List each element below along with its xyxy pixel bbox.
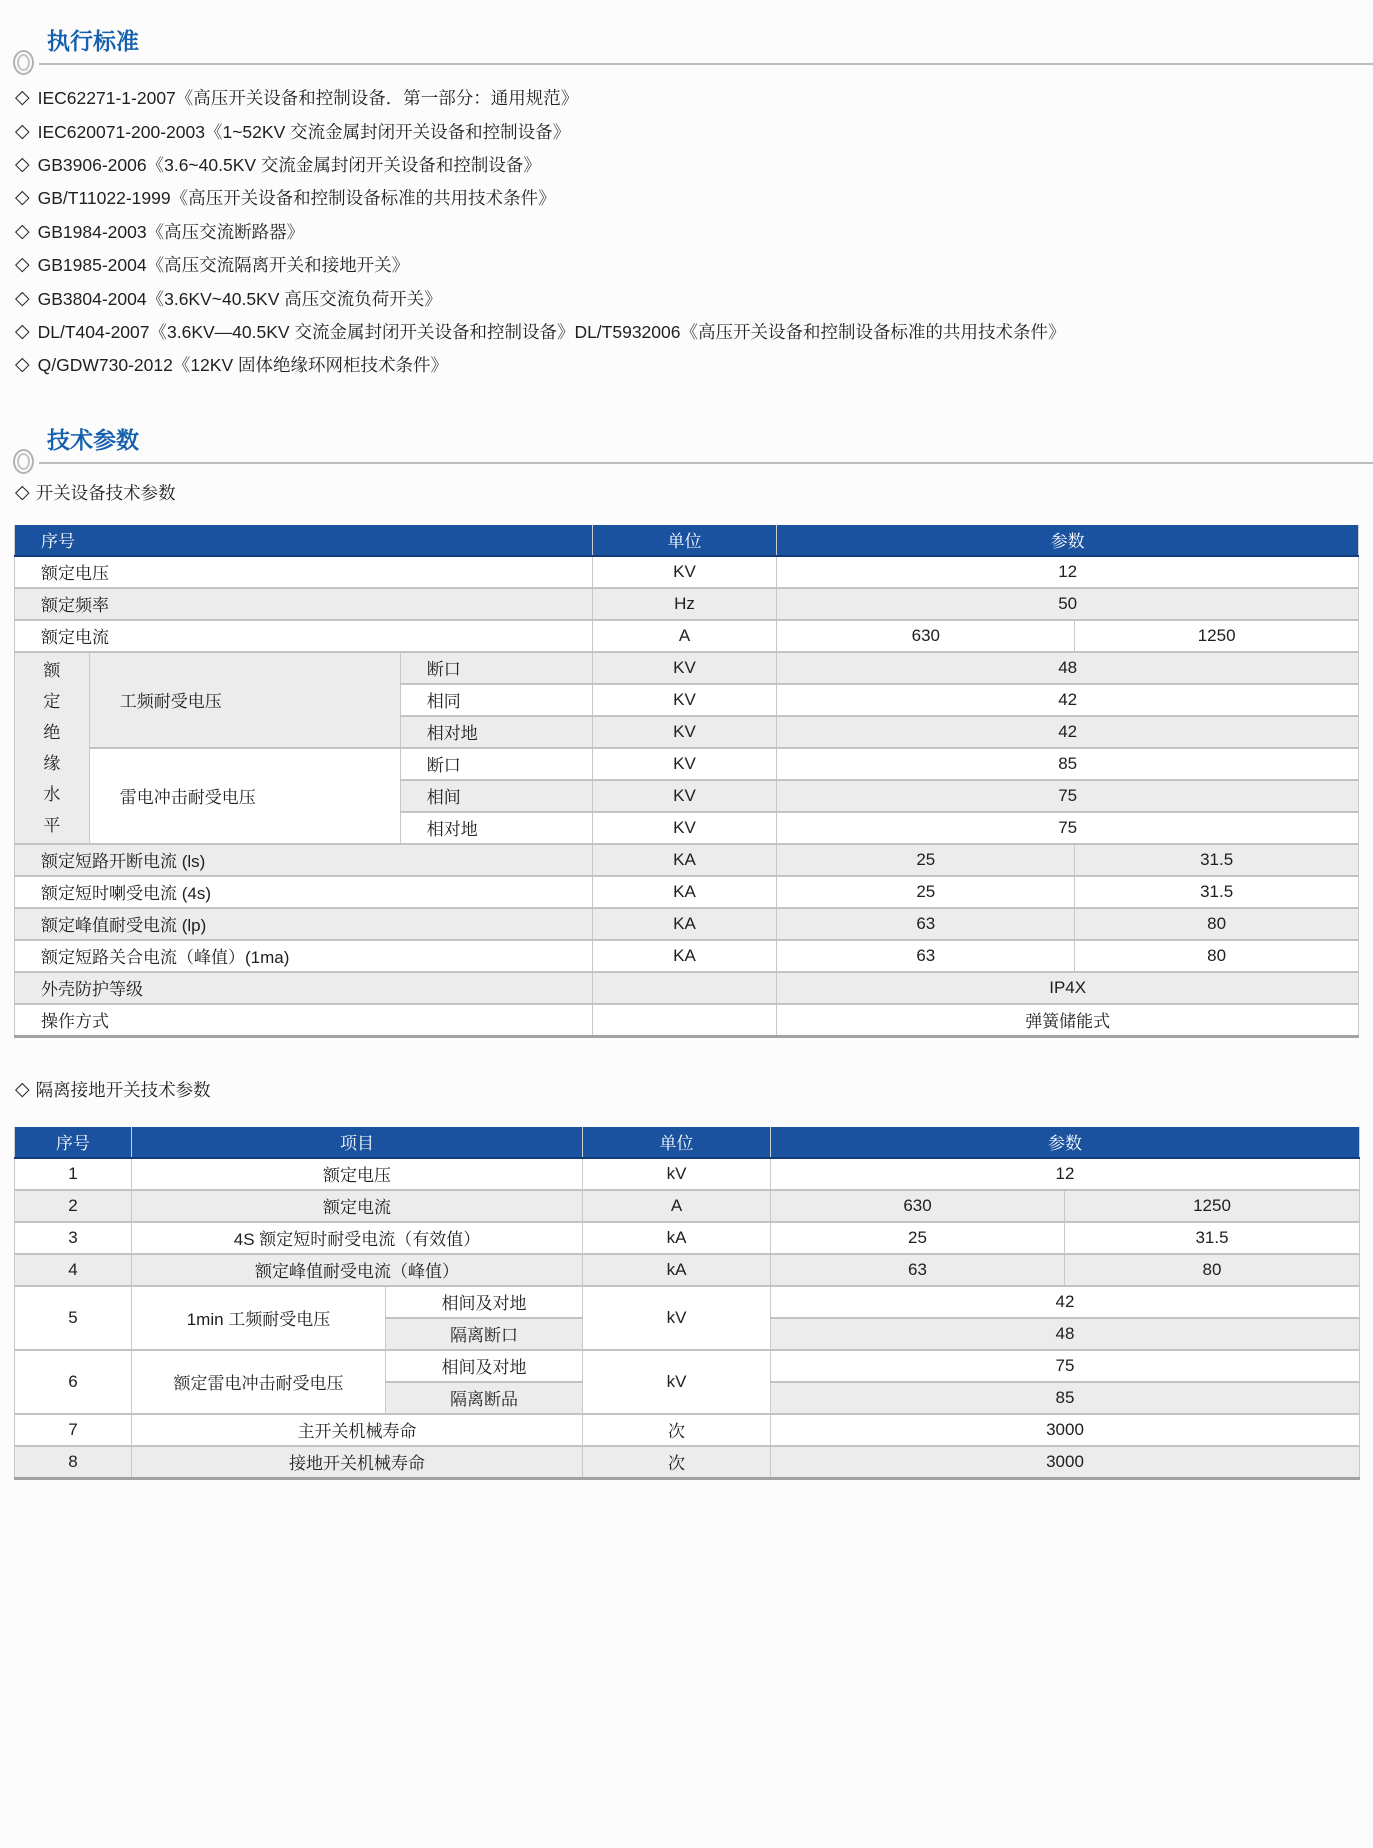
standards-section-title: 执行标准: [47, 28, 139, 54]
diamond-bullet-icon: ◇: [15, 354, 30, 376]
standard-text: IEC62271-1-2007《高压开关设备和控制设备．第一部分：通用规范》: [37, 88, 579, 109]
row-unit: kV: [583, 1350, 771, 1414]
list-item: [15, 148, 1373, 181]
standard-text: GB3804-2004《3.6KV~40.5KV 高压交流负荷开关》: [37, 288, 442, 309]
row-label: 额定电流: [15, 620, 593, 652]
list-item: [15, 281, 1373, 314]
list-item: [15, 348, 1373, 381]
row-unit: KA: [592, 908, 777, 940]
table-row: [15, 1190, 1360, 1222]
row-value: 75: [777, 812, 1359, 844]
row-label: 操作方式: [15, 1004, 593, 1037]
table-row: [15, 972, 1359, 1004]
section-rule: [39, 462, 1373, 464]
subsection-disconnector-params: [15, 1078, 1373, 1102]
row-no: 3: [15, 1222, 132, 1254]
row-value: 85: [777, 748, 1359, 780]
row-no: 5: [15, 1286, 132, 1350]
sub-label: 相间: [400, 780, 592, 812]
row-value: 弹簧储能式: [777, 1004, 1359, 1037]
row-unit: A: [583, 1190, 771, 1222]
diamond-bullet-icon: ◇: [15, 153, 30, 175]
diamond-bullet-icon: ◇: [15, 120, 30, 142]
row-value: 12: [777, 556, 1359, 588]
table-row: [15, 652, 1359, 684]
row-label: 额定短路开断电流 (ls): [15, 844, 593, 876]
sub-label: 相对地: [400, 812, 592, 844]
row-value-1250: 80: [1075, 908, 1359, 940]
table-header-row: [15, 525, 1359, 556]
diamond-bullet-icon: ◇: [15, 1079, 30, 1101]
table-header-row: [15, 1127, 1360, 1158]
subsection-title: 开关设备技术参数: [35, 483, 176, 504]
table-row: [15, 556, 1359, 588]
row-value: 75: [777, 780, 1359, 812]
table-row: [15, 1414, 1360, 1446]
table-row: [15, 1286, 1360, 1318]
row-unit: KA: [592, 876, 777, 908]
table-row: [15, 1004, 1359, 1037]
sub-label: 隔离断品: [386, 1382, 583, 1414]
row-label: 额定短路关合电流（峰值）(1ma): [15, 940, 593, 972]
row-unit: [592, 972, 777, 1004]
diamond-bullet-icon: ◇: [15, 220, 30, 242]
row-unit: KV: [592, 812, 777, 844]
standard-text: GB1985-2004《高压交流隔离开关和接地开关》: [37, 255, 410, 276]
row-value-1250: 31.5: [1065, 1222, 1360, 1254]
row-value: 3000: [771, 1446, 1360, 1479]
row-no: 8: [15, 1446, 132, 1479]
row-value-630: 25: [777, 876, 1075, 908]
row-value: 85: [771, 1382, 1360, 1414]
row-value: 48: [771, 1318, 1360, 1350]
list-item: [15, 315, 1373, 348]
subsection-switchgear-params: [15, 481, 1373, 505]
row-value: 42: [771, 1286, 1360, 1318]
standards-section: [0, 0, 1373, 382]
sub-label: 断口: [400, 748, 592, 780]
sub-label: 相间及对地: [386, 1286, 583, 1318]
row-value: 3000: [771, 1414, 1360, 1446]
header-unit: 单位: [592, 525, 777, 556]
diamond-bullet-icon: ◇: [15, 320, 30, 342]
vertical-label: 额定绝缘水平: [43, 660, 61, 835]
group-label: 额定雷电冲击耐受电压: [132, 1350, 386, 1414]
header-item: 项目: [132, 1127, 583, 1158]
row-label: 接地开关机械寿命: [132, 1446, 583, 1479]
row-value: 48: [777, 652, 1359, 684]
row-label: 额定峰值耐受电流（峰值）: [132, 1254, 583, 1286]
row-label: 额定电流: [132, 1190, 583, 1222]
row-value: 75: [771, 1350, 1360, 1382]
row-unit: KV: [592, 748, 777, 780]
row-value-630: 63: [771, 1254, 1065, 1286]
tech-params-section-title: 技术参数: [47, 426, 139, 453]
sub-label: 断口: [400, 652, 592, 684]
row-unit: A: [592, 620, 777, 652]
standard-text: GB1984-2003《高压交流断路器》: [37, 221, 305, 242]
table-row: [15, 940, 1359, 972]
row-label: 额定短时喇受电流 (4s): [15, 876, 593, 908]
row-value-630: 63: [777, 940, 1075, 972]
header-no: 序号: [15, 1127, 132, 1158]
row-label: 额定电压: [132, 1158, 583, 1190]
row-value: 42: [777, 684, 1359, 716]
row-no: 2: [15, 1190, 132, 1222]
table-row: [15, 1222, 1360, 1254]
row-unit: KV: [592, 780, 777, 812]
row-unit: [592, 1004, 777, 1037]
header-no: 序号: [15, 525, 593, 556]
row-label: 4S 额定短时耐受电流（有效值）: [132, 1222, 583, 1254]
row-unit: KV: [592, 684, 777, 716]
row-unit: kA: [583, 1222, 771, 1254]
diamond-bullet-icon: ◇: [15, 87, 30, 109]
tech-params-section: [0, 426, 1373, 1480]
sub-label: 相对地: [400, 716, 592, 748]
row-value-1250: 1250: [1065, 1190, 1360, 1222]
diamond-bullet-icon: ◇: [15, 482, 30, 504]
table-row: [15, 1350, 1360, 1382]
row-no: 1: [15, 1158, 132, 1190]
subsection-title: 隔离接地开关技术参数: [35, 1080, 211, 1101]
row-value-1250: 80: [1075, 940, 1359, 972]
row-unit: KV: [592, 716, 777, 748]
header-unit: 单位: [583, 1127, 771, 1158]
switchgear-params-table: [14, 525, 1359, 1038]
row-label: 外壳防护等级: [15, 972, 593, 1004]
row-unit: Hz: [592, 588, 777, 620]
row-value-630: 630: [771, 1190, 1065, 1222]
row-no: 4: [15, 1254, 132, 1286]
row-unit: kV: [583, 1286, 771, 1350]
diamond-bullet-icon: ◇: [15, 287, 30, 309]
row-label: 额定电压: [15, 556, 593, 588]
group-label: 工频耐受电压: [89, 652, 400, 748]
row-value: 12: [771, 1158, 1360, 1190]
disconnector-params-table: [14, 1127, 1360, 1480]
ring-ornament-icon: [13, 449, 34, 474]
insulation-level-cell: [15, 652, 90, 844]
table-row: [15, 1158, 1360, 1190]
list-item: [15, 81, 1373, 114]
row-unit: 次: [583, 1446, 771, 1479]
row-no: 7: [15, 1414, 132, 1446]
table-row: [15, 588, 1359, 620]
standard-text: GB/T11022-1999《高压开关设备和控制设备标准的共用技术条件》: [37, 188, 556, 209]
row-no: 6: [15, 1350, 132, 1414]
row-unit: kV: [583, 1158, 771, 1190]
list-item: [15, 114, 1373, 147]
diamond-bullet-icon: ◇: [15, 254, 30, 276]
row-value-1250: 80: [1065, 1254, 1360, 1286]
row-value-630: 25: [777, 844, 1075, 876]
diamond-bullet-icon: ◇: [15, 187, 30, 209]
standards-list: [15, 81, 1373, 382]
table-row: [15, 1254, 1360, 1286]
sub-label: 隔离断口: [386, 1318, 583, 1350]
row-label: 额定峰值耐受电流 (lp): [15, 908, 593, 940]
row-value: IP4X: [777, 972, 1359, 1004]
table-row: [15, 876, 1359, 908]
row-unit: KV: [592, 652, 777, 684]
sub-label: 相同: [400, 684, 592, 716]
list-item: [15, 215, 1373, 248]
row-label: 主开关机械寿命: [132, 1414, 583, 1446]
row-unit: KA: [592, 844, 777, 876]
section-rule: [39, 63, 1373, 65]
row-value-630: 25: [771, 1222, 1065, 1254]
table-row: [15, 620, 1359, 652]
table-row: [15, 844, 1359, 876]
row-value: 42: [777, 716, 1359, 748]
sub-label: 相间及对地: [386, 1350, 583, 1382]
standard-text: Q/GDW730-2012《12KV 固体绝缘环网柜技术条件》: [37, 355, 448, 376]
row-unit: KV: [592, 556, 777, 588]
row-unit: kA: [583, 1254, 771, 1286]
list-item: [15, 248, 1373, 281]
row-label: 额定频率: [15, 588, 593, 620]
list-item: [15, 181, 1373, 214]
header-param: 参数: [777, 525, 1359, 556]
standard-text: GB3906-2006《3.6~40.5KV 交流金属封闭开关设备和控制设备》: [37, 154, 541, 175]
standard-text: DL/T404-2007《3.6KV—40.5KV 交流金属封闭开关设备和控制设备》DL/T5932006《高压开关设备和控制设备标准的共用技术条件》: [37, 321, 1066, 342]
group-label: 雷电冲击耐受电压: [89, 748, 400, 844]
table-row: [15, 748, 1359, 780]
group-label: 1min 工频耐受电压: [132, 1286, 386, 1350]
row-unit: 次: [583, 1414, 771, 1446]
table-row: [15, 1446, 1360, 1479]
row-value: 50: [777, 588, 1359, 620]
row-value-630: 630: [777, 620, 1075, 652]
row-value-1250: 1250: [1075, 620, 1359, 652]
row-unit: KA: [592, 940, 777, 972]
table-row: [15, 908, 1359, 940]
header-param: 参数: [771, 1127, 1360, 1158]
row-value-1250: 31.5: [1075, 844, 1359, 876]
standard-text: IEC620071-200-2003《1~52KV 交流金属封闭开关设备和控制设备》: [37, 121, 571, 142]
ring-ornament-icon: [13, 50, 34, 75]
row-value-630: 63: [777, 908, 1075, 940]
row-value-1250: 31.5: [1075, 876, 1359, 908]
